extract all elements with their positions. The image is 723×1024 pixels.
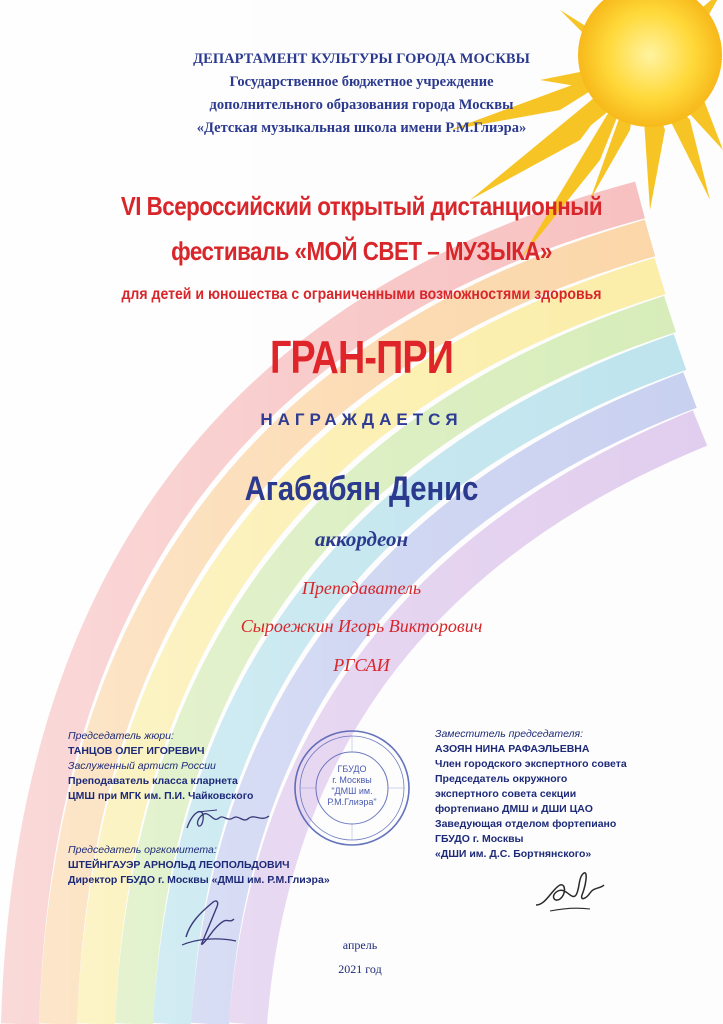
jury-chair-signature xyxy=(183,802,273,836)
festival-title-line1: VI Всероссийский открытый дистанционный xyxy=(120,191,603,221)
jury-chair-title: Заслуженный артист России xyxy=(68,760,216,772)
org-chair-role: Председатель оргкомитета: xyxy=(68,844,217,856)
org-chair-block xyxy=(68,843,330,888)
seal-text-2: г. Москвы xyxy=(332,775,372,785)
teacher-label: Преподаватель xyxy=(301,578,422,598)
deputy-line3: экспертного совета секции xyxy=(435,788,577,800)
org-chair-signature xyxy=(176,893,256,953)
org-chair-position: Директор ГБУДО г. Москвы «ДМШ им. Р.М.Глиэра» xyxy=(68,874,330,886)
header-block xyxy=(0,48,723,140)
deputy-name: АЗОЯН НИНА РАФАЭЛЬЕВНА xyxy=(435,743,590,755)
header-institution-type: Государственное бюджетное учреждение xyxy=(229,74,494,90)
jury-chair-block xyxy=(68,729,253,804)
instrument: аккордеон xyxy=(314,527,409,551)
festival-title-line2: фестиваль «МОЙ СВЕТ – МУЗЫКА» xyxy=(171,236,552,266)
header-institution-scope: дополнительного образования города Москвы xyxy=(209,97,514,113)
jury-chair-school: ЦМШ при МГК им. П.И. Чайковского xyxy=(68,790,254,802)
deputy-line1: Член городского экспертного совета xyxy=(435,758,627,770)
seal-text-3: "ДМШ им. xyxy=(331,786,373,796)
award-title: ГРАН-ПРИ xyxy=(269,331,454,383)
jury-chair-role: Председатель жюри: xyxy=(68,730,174,742)
date-month: апрель xyxy=(342,938,378,952)
festival-subtitle: для детей и юношества с ограниченными возможностями здоровья xyxy=(121,286,602,303)
jury-chair-position: Преподаватель класса кларнета xyxy=(68,775,238,787)
teacher-name: Сыроежкин Игорь Викторович xyxy=(240,616,483,636)
header-department: ДЕПАРТАМЕНТ КУЛЬТУРЫ ГОРОДА МОСКВЫ xyxy=(193,51,530,67)
seal-text-4: Р.М.Глиэра" xyxy=(327,797,377,807)
recipient-name: Агабабян Денис xyxy=(244,470,479,508)
institution: РГСАИ xyxy=(333,655,390,675)
official-seal xyxy=(292,728,412,848)
deputy-line5: Заведующая отделом фортепиано xyxy=(435,818,617,830)
jury-chair-name: ТАНЦОВ ОЛЕГ ИГОРЕВИЧ xyxy=(68,745,205,757)
deputy-line7: «ДШИ им. Д.С. Бортнянского» xyxy=(435,848,592,860)
org-chair-name: ШТЕЙНГАУЭР АРНОЛЬД ЛЕОПОЛЬДОВИЧ xyxy=(68,859,290,871)
deputy-chair-block xyxy=(435,727,627,862)
deputy-line4: фортепиано ДМШ и ДШИ ЦАО xyxy=(435,803,593,815)
deputy-role: Заместитель председателя: xyxy=(435,728,584,740)
deputy-signature xyxy=(530,865,610,920)
seal-text-1: ГБУДО xyxy=(337,764,367,774)
header-school-name: «Детская музыкальная школа имени Р.М.Глиэра» xyxy=(196,120,527,136)
deputy-line2: Председатель окружного xyxy=(435,773,568,785)
deputy-line6: ГБУДО г. Москвы xyxy=(435,833,524,845)
date-year: 2021 год xyxy=(338,962,382,976)
awarded-label: НАГРАЖДАЕТСЯ xyxy=(260,410,463,429)
